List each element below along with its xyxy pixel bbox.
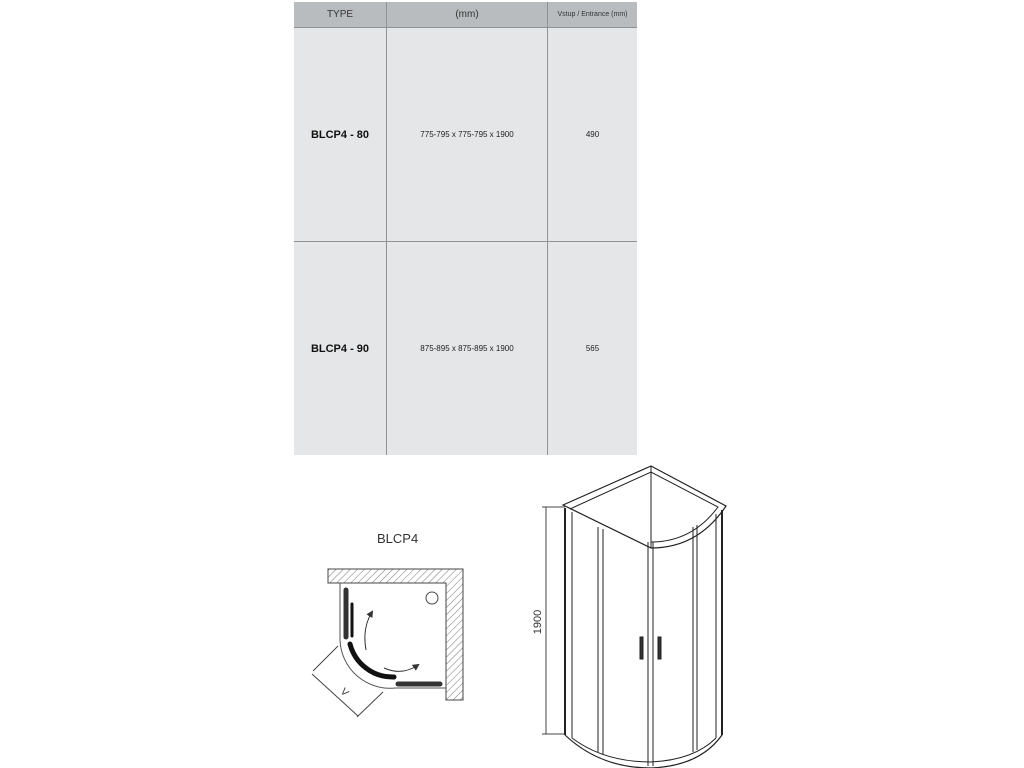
door-handle-icon xyxy=(658,637,661,659)
header-entrance: Vstup / Entrance (mm) xyxy=(548,2,638,28)
enclosure-top-inner xyxy=(570,472,718,542)
arrow-icon xyxy=(365,612,372,650)
header-dimensions: (mm) xyxy=(387,2,548,28)
extension-line xyxy=(313,646,338,671)
plan-title: BLCP4 xyxy=(377,531,419,546)
drain-icon xyxy=(426,592,438,604)
height-label: 1900 xyxy=(532,609,544,635)
door-curved xyxy=(350,644,394,677)
extension-line xyxy=(357,692,383,717)
floor-plan xyxy=(312,569,463,717)
entrance-label: V xyxy=(337,686,351,699)
header-type: TYPE xyxy=(294,2,387,28)
enclosure-base xyxy=(565,735,722,768)
cell-entrance: 565 xyxy=(548,242,638,456)
dimension-line-v xyxy=(312,674,358,716)
enclosure-3d xyxy=(532,466,726,768)
cell-type: BLCP4 - 80 xyxy=(294,28,387,242)
cell-dimensions: 775-795 x 775-795 x 1900 xyxy=(387,28,548,242)
cell-dimensions: 875-895 x 875-895 x 1900 xyxy=(387,242,548,456)
cell-entrance: 490 xyxy=(548,28,638,242)
door-handle-icon xyxy=(640,637,643,659)
arrow-icon xyxy=(384,665,418,671)
enclosure-top xyxy=(563,466,726,548)
cell-type: BLCP4 - 90 xyxy=(294,242,387,456)
